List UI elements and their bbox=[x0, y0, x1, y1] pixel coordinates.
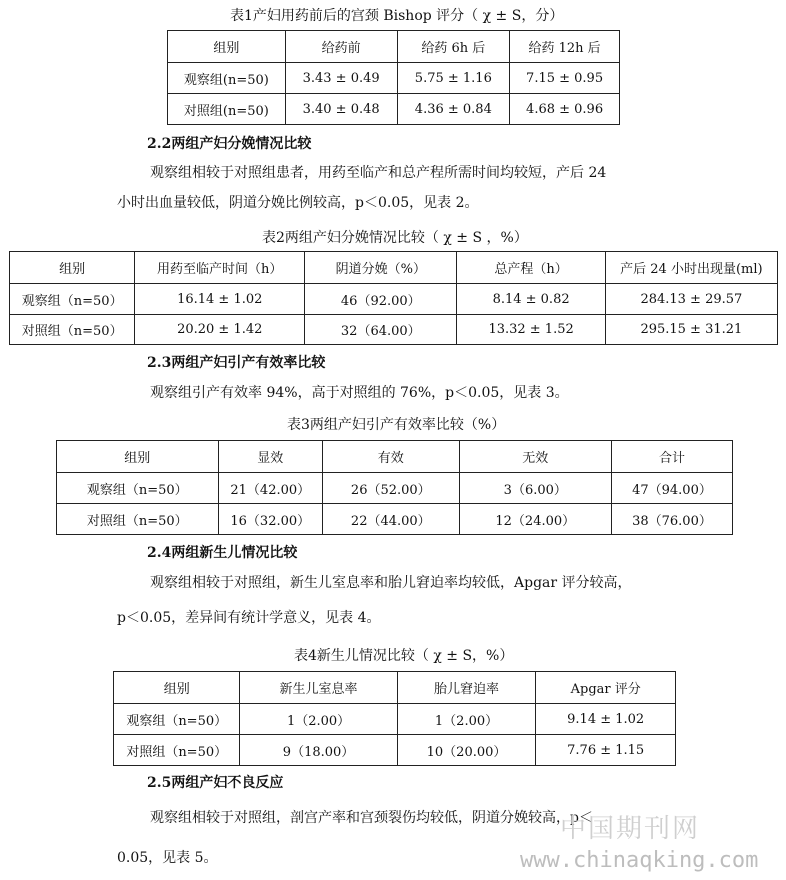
table-row bbox=[168, 94, 620, 125]
table-row bbox=[168, 63, 620, 94]
table4-header-row bbox=[114, 672, 676, 704]
table3-header-cell: 有效 bbox=[322, 441, 459, 473]
section-2-3-line1: 观察组引产有效率 94%，高于对照组的 76%，p＜0.05，见表 3。 bbox=[150, 385, 569, 401]
section-2-4-line1: 观察组相较于对照组，新生儿室息率和胎儿窘迫率均较低，Apgar 评分较高， bbox=[150, 575, 632, 591]
table2-header-cell: 用药至临产时间（h） bbox=[135, 252, 305, 284]
table2-cell: 32（64.00） bbox=[305, 315, 457, 345]
table4-cell: 对照组（n=50） bbox=[114, 735, 240, 766]
table2-cell: 16.14 ± 1.02 bbox=[135, 284, 305, 315]
table3-cell: 38（76.00） bbox=[611, 504, 732, 535]
table4-cell: 10（20.00） bbox=[397, 735, 536, 766]
table4-header-cell: 胎儿窘迫率 bbox=[397, 672, 536, 704]
table1-caption: 表1产妇用药前后的宫颈 Bishop 评分（ χ ± S，分） bbox=[230, 8, 564, 24]
section-2-3-heading: 2.3两组产妇引产有效率比较 bbox=[147, 355, 326, 371]
table2-cell: 295.15 ± 31.21 bbox=[605, 315, 777, 345]
table-row bbox=[114, 735, 676, 766]
table3-cell: 16（32.00） bbox=[218, 504, 322, 535]
table1-cell: 3.43 ± 0.49 bbox=[285, 63, 397, 94]
table-row bbox=[57, 473, 733, 504]
table-row bbox=[10, 315, 778, 345]
table1-cell: 3.40 ± 0.48 bbox=[285, 94, 397, 125]
table3-caption: 表3两组产妇引产有效率比较（%） bbox=[287, 417, 506, 433]
table3 bbox=[56, 440, 733, 535]
table1-cell: 对照组(n=50) bbox=[168, 94, 286, 125]
table4-header-cell: 新生儿室息率 bbox=[240, 672, 397, 704]
table3-cell: 47（94.00） bbox=[611, 473, 732, 504]
table2-header-cell: 阴道分娩（%） bbox=[305, 252, 457, 284]
table2-header-cell: 组别 bbox=[10, 252, 135, 284]
table3-cell: 26（52.00） bbox=[322, 473, 459, 504]
table1-header-row bbox=[168, 31, 620, 63]
section-2-4-heading: 2.4两组新生儿情况比较 bbox=[147, 545, 298, 561]
table4-header-cell: 组别 bbox=[114, 672, 240, 704]
table3-cell: 12（24.00） bbox=[459, 504, 611, 535]
section-2-2-line1: 观察组相较于对照组患者，用药至临产和总产程所需时间均较短，产后 24 bbox=[150, 165, 607, 181]
table-row bbox=[114, 704, 676, 735]
table2-header-cell: 总产程（h） bbox=[457, 252, 605, 284]
table2-cell: 观察组（n=50） bbox=[10, 284, 135, 315]
table3-header-cell: 无效 bbox=[459, 441, 611, 473]
table-row bbox=[10, 284, 778, 315]
section-2-4-line2: p＜0.05，差异间有统计学意义，见表 4。 bbox=[117, 610, 381, 626]
table3-header-cell: 显效 bbox=[218, 441, 322, 473]
table2-header-row bbox=[10, 252, 778, 284]
table1-cell: 4.68 ± 0.96 bbox=[510, 94, 620, 125]
table2 bbox=[9, 251, 778, 345]
table2-cell: 对照组（n=50） bbox=[10, 315, 135, 345]
table3-header-cell: 组别 bbox=[57, 441, 219, 473]
table3-header-row bbox=[57, 441, 733, 473]
table3-cell: 对照组（n=50） bbox=[57, 504, 219, 535]
table2-caption: 表2两组产妇分娩情况比较（ χ ± S ，%） bbox=[262, 230, 528, 246]
section-2-2-heading: 2.2两组产妇分娩情况比较 bbox=[147, 136, 312, 152]
table3-cell: 21（42.00） bbox=[218, 473, 322, 504]
section-2-2-line2: 小时出血量较低，阴道分娩比例较高，p＜0.05，见表 2。 bbox=[117, 195, 479, 211]
watermark-name: 中国期刊网 bbox=[560, 814, 701, 844]
section-2-5-line1: 观察组相较于对照组，剖宫产率和宫颈裂伤均较低，阴道分娩较高，p＜ bbox=[150, 810, 593, 826]
table4-cell: 7.76 ± 1.15 bbox=[536, 735, 676, 766]
watermark-url: www.chinaqking.com bbox=[520, 848, 759, 873]
table1-cell: 5.75 ± 1.16 bbox=[397, 63, 510, 94]
table1-header-cell: 组别 bbox=[168, 31, 286, 63]
table3-header-cell: 合计 bbox=[611, 441, 732, 473]
table1-header-cell: 给药前 bbox=[285, 31, 397, 63]
table2-cell: 46（92.00） bbox=[305, 284, 457, 315]
table3-cell: 3（6.00） bbox=[459, 473, 611, 504]
table-row bbox=[57, 504, 733, 535]
table3-cell: 观察组（n=50） bbox=[57, 473, 219, 504]
table2-cell: 284.13 ± 29.57 bbox=[605, 284, 777, 315]
table2-cell: 20.20 ± 1.42 bbox=[135, 315, 305, 345]
table2-header-cell: 产后 24 小时出现量(ml) bbox=[605, 252, 777, 284]
table2-cell: 13.32 ± 1.52 bbox=[457, 315, 605, 345]
table1-cell: 4.36 ± 0.84 bbox=[397, 94, 510, 125]
table4-header-cell: Apgar 评分 bbox=[536, 672, 676, 704]
table1-header-cell: 给药 6h 后 bbox=[397, 31, 510, 63]
table4-cell: 1（2.00） bbox=[240, 704, 397, 735]
table1-cell: 观察组(n=50) bbox=[168, 63, 286, 94]
table1-header-cell: 给药 12h 后 bbox=[510, 31, 620, 63]
table1 bbox=[167, 30, 620, 125]
section-2-5-heading: 2.5两组产妇不良反应 bbox=[147, 775, 284, 791]
table4-cell: 观察组（n=50） bbox=[114, 704, 240, 735]
table4-cell: 9（18.00） bbox=[240, 735, 397, 766]
table3-cell: 22（44.00） bbox=[322, 504, 459, 535]
table4-cell: 1（2.00） bbox=[397, 704, 536, 735]
table2-cell: 8.14 ± 0.82 bbox=[457, 284, 605, 315]
table4-caption: 表4新生儿情况比较（ χ ± S，%） bbox=[294, 648, 514, 664]
table4-cell: 9.14 ± 1.02 bbox=[536, 704, 676, 735]
table1-cell: 7.15 ± 0.95 bbox=[510, 63, 620, 94]
section-2-5-line2: 0.05，见表 5。 bbox=[117, 850, 218, 866]
table4 bbox=[113, 671, 676, 766]
